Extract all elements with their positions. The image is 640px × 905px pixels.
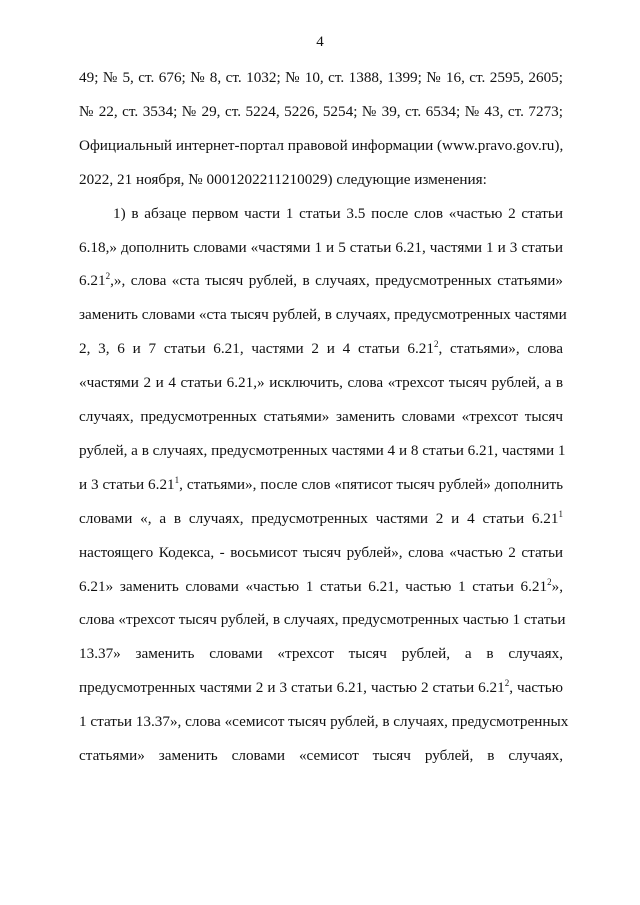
text-segment: 2022, 21 ноября, № 0001202211210029) следующие изменения: [79, 171, 487, 188]
text-segment: , статьями», после слов «пятисот тысяч рублей» дополнить [179, 476, 564, 493]
text-segment: 6.21 [79, 272, 106, 289]
text-segment: ,», слова «ста тысяч рублей, в случаях, предусмотренных статьями» [110, 272, 563, 289]
text-segment: 6.21» заменить словами «частью 1 статьи 6.21, частью 1 статьи 6.21 [79, 578, 548, 595]
text-segment: статьями» заменить словами «семисот тысяч рублей, в случаях, [79, 747, 563, 764]
text-line [79, 135, 563, 157]
text-line [79, 304, 567, 326]
page-number: 4 [316, 34, 324, 50]
superscript: 2 [547, 577, 552, 587]
text-segment: 2, 3, 6 и 7 статьи 6.21, частями 2 и 4 статьи 6.21 [79, 340, 434, 357]
superscript: 2 [433, 339, 439, 349]
text-line [79, 745, 563, 767]
text-line [79, 711, 569, 733]
text-segment: 49; № 5, ст. 676; № 8, ст. 1032; № 10, ст. 1388, 1399; № 16, ст. 2595, 2605; [79, 69, 563, 86]
text-line [113, 203, 563, 225]
text-segment: № 22, ст. 3534; № 29, ст. 5224, 5226, 5254; № 39, ст. 6534; № 43, ст. 7273; [79, 103, 563, 120]
text-line [79, 474, 563, 496]
text-segment: словами «, а в случаях, предусмотренных частями 2 и 4 статьи 6.21 [79, 510, 559, 527]
text-line [79, 508, 563, 530]
text-line [79, 372, 563, 394]
text-segment: настоящего Кодекса, - восьмисот тысяч рублей», слова «частью 2 статьи [79, 544, 563, 561]
superscript: 2 [504, 678, 510, 688]
text-segment: рублей, а в случаях, предусмотренных частями 4 и 8 статьи 6.21, частями 1 [79, 442, 566, 459]
text-line [79, 169, 563, 191]
text-line [79, 609, 566, 631]
text-segment: случаях, предусмотренных статьями» заменить словами «трехсот тысяч [79, 408, 563, 425]
text-segment: , статьями», слова [438, 340, 563, 357]
text-line [79, 440, 566, 462]
text-segment: и 3 статьи 6.21 [79, 476, 175, 493]
text-segment: 13.37» заменить словами «трехсот тысяч рублей, а в случаях, [79, 645, 563, 662]
text-line [79, 576, 563, 598]
text-segment: «частями 2 и 4 статьи 6.21,» исключить, слова «трехсот тысяч рублей, а в [79, 374, 563, 391]
text-segment: заменить словами «ста тысяч рублей, в случаях, предусмотренных частями [79, 306, 567, 323]
text-line [79, 101, 563, 123]
text-line [79, 67, 563, 89]
superscript: 2 [105, 271, 111, 281]
text-segment: », [551, 578, 563, 595]
text-segment: , частью [509, 679, 564, 696]
text-segment: слова «трехсот тысяч рублей, в случаях, предусмотренных частью 1 статьи [79, 611, 566, 628]
text-line [79, 677, 563, 699]
text-line [79, 237, 563, 259]
text-line [79, 643, 563, 665]
text-segment: Официальный интернет-портал правовой информации (www.pravo.gov.ru), [79, 137, 564, 154]
text-segment: предусмотренных частями 2 и 3 статьи 6.21, частью 2 статьи 6.21 [79, 679, 505, 696]
text-line [79, 406, 563, 428]
superscript: 1 [174, 475, 180, 485]
superscript: 1 [558, 509, 563, 519]
text-line [79, 542, 563, 564]
text-segment: 6.18,» дополнить словами «частями 1 и 5 статьи 6.21, частями 1 и 3 статьи [79, 239, 563, 256]
text-line [79, 338, 563, 360]
text-line [79, 270, 563, 292]
text-segment: 1) в абзаце первом части 1 статьи 3.5 после слов «частью 2 статьи [113, 205, 563, 222]
text-segment: 1 статьи 13.37», слова «семисот тысяч рублей, в случаях, предусмотренных [79, 713, 569, 730]
